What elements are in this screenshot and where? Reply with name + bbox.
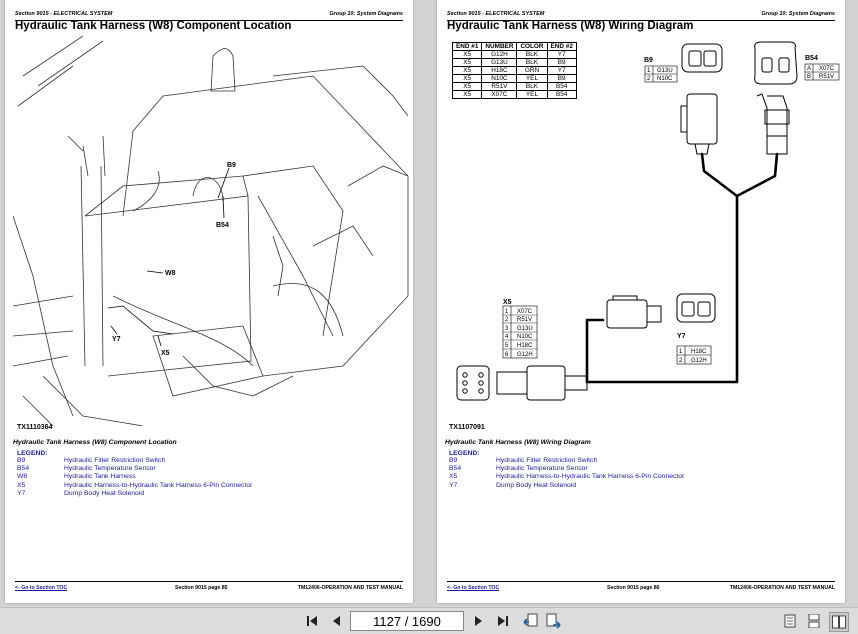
table-row: X5 H18C GRN Y7 — [453, 67, 577, 75]
svg-text:2: 2 — [505, 317, 509, 323]
wiring-diagram — [437, 36, 845, 426]
svg-text:2: 2 — [647, 76, 651, 82]
legend-row: W8 Hydraulic Tank Harness — [17, 473, 136, 481]
table-row: X5 G12H BLK Y7 — [453, 51, 577, 59]
svg-text:N10C: N10C — [657, 76, 673, 82]
svg-text:4: 4 — [505, 334, 509, 340]
page-footer — [15, 581, 403, 590]
footer-manual: TM12406-OPERATION AND TEST MANUAL — [297, 585, 403, 591]
svg-text:G13U: G13U — [517, 326, 533, 332]
svg-text:1: 1 — [505, 309, 509, 315]
prev-page-icon[interactable] — [327, 612, 345, 630]
pdf-toolbar — [0, 607, 858, 634]
svg-text:1: 1 — [679, 349, 683, 355]
legend — [449, 450, 684, 490]
legend-row: B54 Hydraulic Temperature Sensor — [449, 465, 588, 473]
wire-table-header: END #1 NUMBER COLOR END #2 — [453, 43, 577, 51]
legend-row: B54 Hydraulic Temperature Sensor — [17, 465, 156, 473]
page-title: Hydraulic Tank Harness (W8) Component Location — [15, 20, 292, 32]
table-row: X5 X07C YEL B54 — [453, 91, 577, 99]
header-section: Section 9015 - ELECTRICAL SYSTEM — [15, 11, 113, 17]
y7-label: Y7 — [677, 333, 686, 340]
svg-text:R51V: R51V — [819, 74, 835, 80]
svg-text:H18C: H18C — [691, 349, 707, 355]
header-group: Group 10: System Diagrams — [761, 11, 835, 17]
table-row: X5 R51V BLK B54 — [453, 83, 577, 91]
figure-caption: Hydraulic Tank Harness (W8) Component Location — [13, 439, 177, 446]
svg-text:R51V: R51V — [517, 317, 533, 323]
left-page — [5, 0, 413, 603]
table-row: X5 N10C YEL B9 — [453, 75, 577, 83]
legend-row: Y7 Dump Body Heat Solenoid — [449, 481, 577, 489]
footer-page-number: Section 9015 page 85 — [175, 585, 228, 591]
page-number-input[interactable]: 1127 / 1690 — [350, 611, 464, 631]
back-view-icon[interactable] — [522, 612, 540, 630]
figure-id: TX1110364 — [17, 424, 53, 431]
footer-manual: TM12406-OPERATION AND TEST MANUAL — [729, 585, 835, 591]
legend-row: X5 Hydraulic Harness-to-Hydraulic Tank Harness 6-Pin Connector — [449, 473, 685, 481]
callout-b54: B54 — [216, 222, 229, 229]
component-location-illustration — [13, 36, 409, 426]
legend — [17, 450, 252, 498]
header-section: Section 9015 - ELECTRICAL SYSTEM — [447, 11, 545, 17]
figure-id: TX1107091 — [449, 424, 485, 431]
page-title: Hydraulic Tank Harness (W8) Wiring Diagram — [447, 20, 694, 32]
b54-label: B54 — [805, 55, 818, 62]
next-page-icon[interactable] — [470, 612, 488, 630]
page-footer — [447, 581, 835, 590]
legend-title: LEGEND: — [17, 450, 48, 457]
callout-y7: Y7 — [112, 336, 121, 343]
svg-text:B: B — [807, 74, 812, 80]
svg-text:G12H: G12H — [517, 352, 533, 358]
header-group: Group 10: System Diagrams — [329, 11, 403, 17]
legend-row: B9 Hydraulic Filter Restriction Switch — [17, 457, 166, 464]
figure-caption: Hydraulic Tank Harness (W8) Wiring Diagram — [445, 439, 591, 446]
go-to-section-toc-link[interactable]: <- Go to Section TOC — [15, 585, 68, 591]
svg-text:X07C: X07C — [819, 66, 835, 72]
legend-row: Y7 Dump Body Heat Solenoid — [17, 489, 145, 497]
continuous-page-icon[interactable] — [805, 612, 823, 630]
svg-text:A: A — [807, 66, 812, 72]
svg-text:2: 2 — [679, 358, 683, 364]
last-page-icon[interactable] — [494, 612, 512, 630]
legend-row: B9 Hydraulic Filter Restriction Switch — [449, 457, 598, 464]
callout-x5: X5 — [161, 350, 170, 357]
first-page-icon[interactable] — [303, 612, 321, 630]
footer-page-number: Section 9015 page 86 — [607, 585, 660, 591]
svg-text:N10C: N10C — [517, 334, 533, 340]
single-page-icon[interactable] — [781, 612, 799, 630]
svg-text:H18C: H18C — [517, 343, 533, 349]
svg-text:1: 1 — [647, 68, 651, 74]
svg-text:G12H: G12H — [691, 358, 707, 364]
x5-label: X5 — [503, 299, 512, 306]
svg-text:6: 6 — [505, 352, 509, 358]
forward-view-icon[interactable] — [544, 612, 562, 630]
svg-text:5: 5 — [505, 343, 509, 349]
svg-text:3: 3 — [505, 326, 509, 332]
go-to-section-toc-link[interactable]: <- Go to Section TOC — [447, 585, 500, 591]
legend-row: X5 Hydraulic Harness-to-Hydraulic Tank Harness 6-Pin Connector — [17, 481, 253, 489]
callout-w8: W8 — [165, 270, 176, 277]
right-page — [437, 0, 845, 603]
two-page-icon[interactable] — [829, 612, 849, 632]
table-row: X5 G13U BLK B9 — [453, 59, 577, 67]
svg-text:G13U: G13U — [657, 68, 673, 74]
callout-b9: B9 — [227, 162, 236, 169]
legend-title: LEGEND: — [449, 450, 480, 457]
b9-label: B9 — [644, 57, 653, 64]
svg-text:X07C: X07C — [517, 309, 533, 315]
